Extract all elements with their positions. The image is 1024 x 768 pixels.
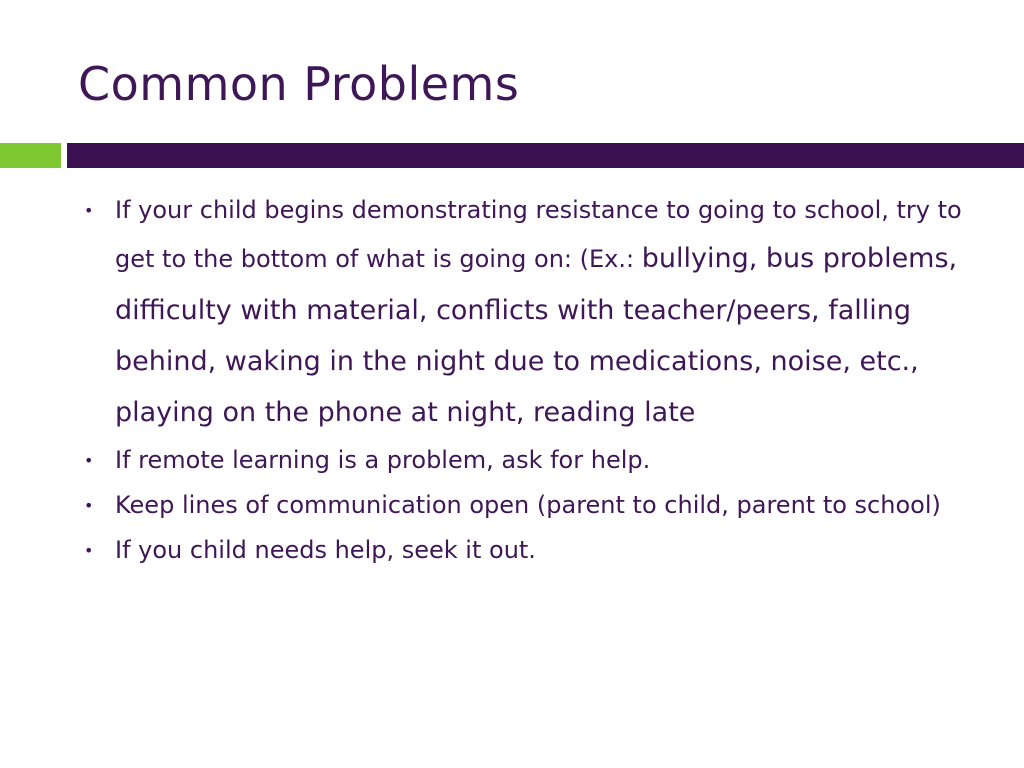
bullet-text: If you child needs help, seek it out. — [115, 536, 536, 564]
slide-title: Common Problems — [78, 57, 520, 111]
accent-bar-purple — [67, 143, 1024, 168]
examples-prefix: (Ex.: — [579, 245, 642, 273]
bullet-text: If your child begins demonstrating resistance to going to school, try to get to the bottom of what is going on: — [115, 196, 962, 273]
bullet-text: If remote learning is a problem, ask for help. — [115, 446, 651, 474]
examples-text: bullying, bus problems, difficulty with material, conflicts with teacher/peers, falling behind, waking in the night due to medications, noise, etc., playing on the phone at night, reading late — [115, 243, 958, 428]
bullet-item-seek-help — [80, 528, 980, 573]
bullet-item-remote-learning — [80, 438, 980, 483]
bullet-item-communication — [80, 483, 980, 528]
bullet-item-resistance — [80, 188, 980, 438]
bullet-text: Keep lines of communication open (parent to child, parent to school) — [115, 491, 941, 519]
accent-bar-green — [0, 143, 61, 168]
bullet-list — [80, 188, 980, 573]
